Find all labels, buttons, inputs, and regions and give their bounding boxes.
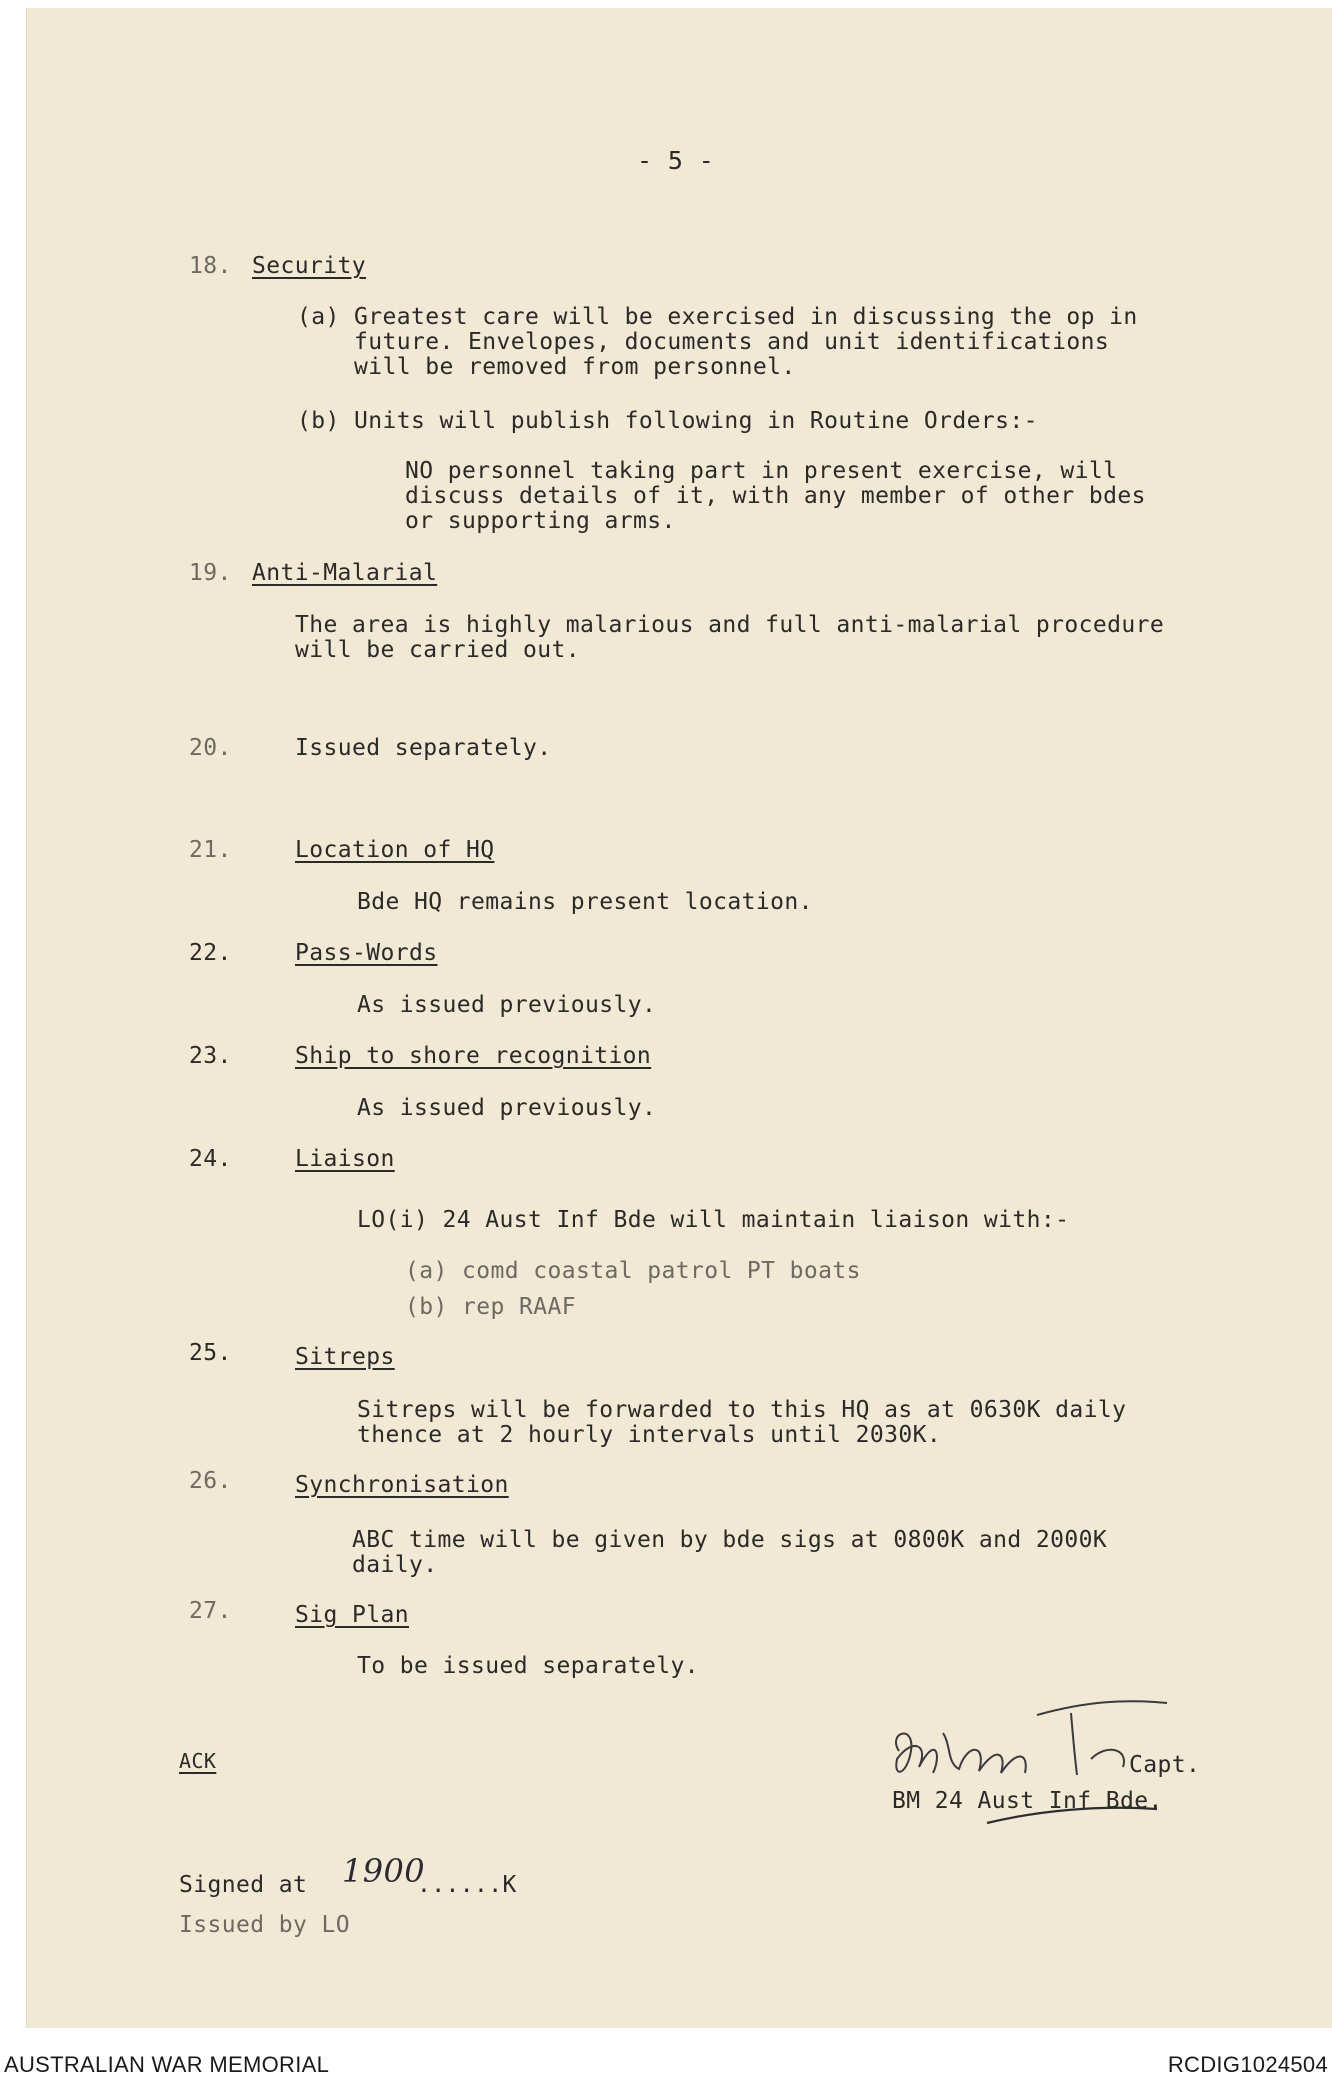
- issued-by: Issued by LO: [179, 1912, 350, 1938]
- para-26-body-1: ABC time will be given by bde sigs at 0800K and 2000K: [352, 1527, 1108, 1553]
- para-21-heading: Location of HQ: [295, 837, 495, 863]
- para-24-heading: Liaison: [295, 1146, 395, 1172]
- para-21-number: 21.: [189, 837, 232, 863]
- para-18-number: 18.: [189, 253, 232, 279]
- signed-at-time: 1900: [342, 1852, 426, 1890]
- signed-at-label: Signed at: [179, 1872, 308, 1898]
- para-18b: (b) Units will publish following in Routine Orders:-: [297, 408, 1038, 434]
- para-27-heading: Sig Plan: [295, 1602, 409, 1628]
- para-24-item-b: (b) rep RAAF: [405, 1294, 576, 1320]
- para-24-number: 24.: [189, 1146, 232, 1172]
- para-18b-body-3: or supporting arms.: [405, 508, 676, 534]
- para-26-heading: Synchronisation: [295, 1472, 509, 1498]
- archive-footer: [0, 2028, 1332, 2082]
- para-25-heading: Sitreps: [295, 1344, 395, 1370]
- para-22-body: As issued previously.: [357, 992, 657, 1018]
- para-21-body: Bde HQ remains present location.: [357, 889, 813, 915]
- ack-label: ACK: [179, 1749, 217, 1773]
- para-22-number: 22.: [189, 940, 232, 966]
- para-26-body-2: daily.: [352, 1552, 438, 1578]
- para-19-body-1: The area is highly malarious and full anti-malarial procedure: [295, 612, 1165, 638]
- para-23-body: As issued previously.: [357, 1095, 657, 1121]
- para-18a-line2: future. Envelopes, documents and unit identifications: [297, 329, 1110, 355]
- para-20-body: Issued separately.: [295, 735, 552, 761]
- para-18a-line3: will be removed from personnel.: [297, 354, 796, 380]
- signature-suffix: Capt.: [1129, 1752, 1201, 1778]
- para-25-body-1: Sitreps will be forwarded to this HQ as at 0630K daily: [357, 1397, 1127, 1423]
- page-number: - 5 -: [637, 146, 715, 175]
- para-26-number: 26.: [189, 1468, 232, 1494]
- para-20-number: 20.: [189, 735, 232, 761]
- document-sheet: [26, 8, 1332, 2028]
- para-25-body-2: thence at 2 hourly intervals until 2030K.: [357, 1422, 942, 1448]
- para-23-number: 23.: [189, 1043, 232, 1069]
- signature-title: BM 24 Aust Inf Bde.: [892, 1788, 1163, 1814]
- para-19-body-2: will be carried out.: [295, 637, 580, 663]
- para-18b-body-2: discuss details of it, with any member of other bdes: [405, 483, 1146, 509]
- para-19-number: 19.: [189, 560, 232, 586]
- signed-at-dots: ......K: [417, 1872, 517, 1898]
- para-18a-line1: (a) Greatest care will be exercised in discussing the op in: [297, 304, 1138, 330]
- para-24-body: LO(i) 24 Aust Inf Bde will maintain liaison with:-: [357, 1207, 1070, 1233]
- para-27-body: To be issued separately.: [357, 1653, 699, 1679]
- para-24-item-a: (a) comd coastal patrol PT boats: [405, 1258, 861, 1284]
- para-19-heading: Anti-Malarial: [252, 560, 438, 586]
- para-18b-body-1: NO personnel taking part in present exercise, will: [405, 458, 1118, 484]
- para-27-number: 27.: [189, 1598, 232, 1624]
- footer-institution: AUSTRALIAN WAR MEMORIAL: [4, 2052, 330, 2077]
- para-25-number: 25.: [189, 1340, 232, 1366]
- para-23-heading: Ship to shore recognition: [295, 1043, 652, 1069]
- para-18-heading: Security: [252, 253, 366, 279]
- footer-record-id: RCDIG1024504: [1167, 2052, 1328, 2077]
- para-22-heading: Pass-Words: [295, 940, 438, 966]
